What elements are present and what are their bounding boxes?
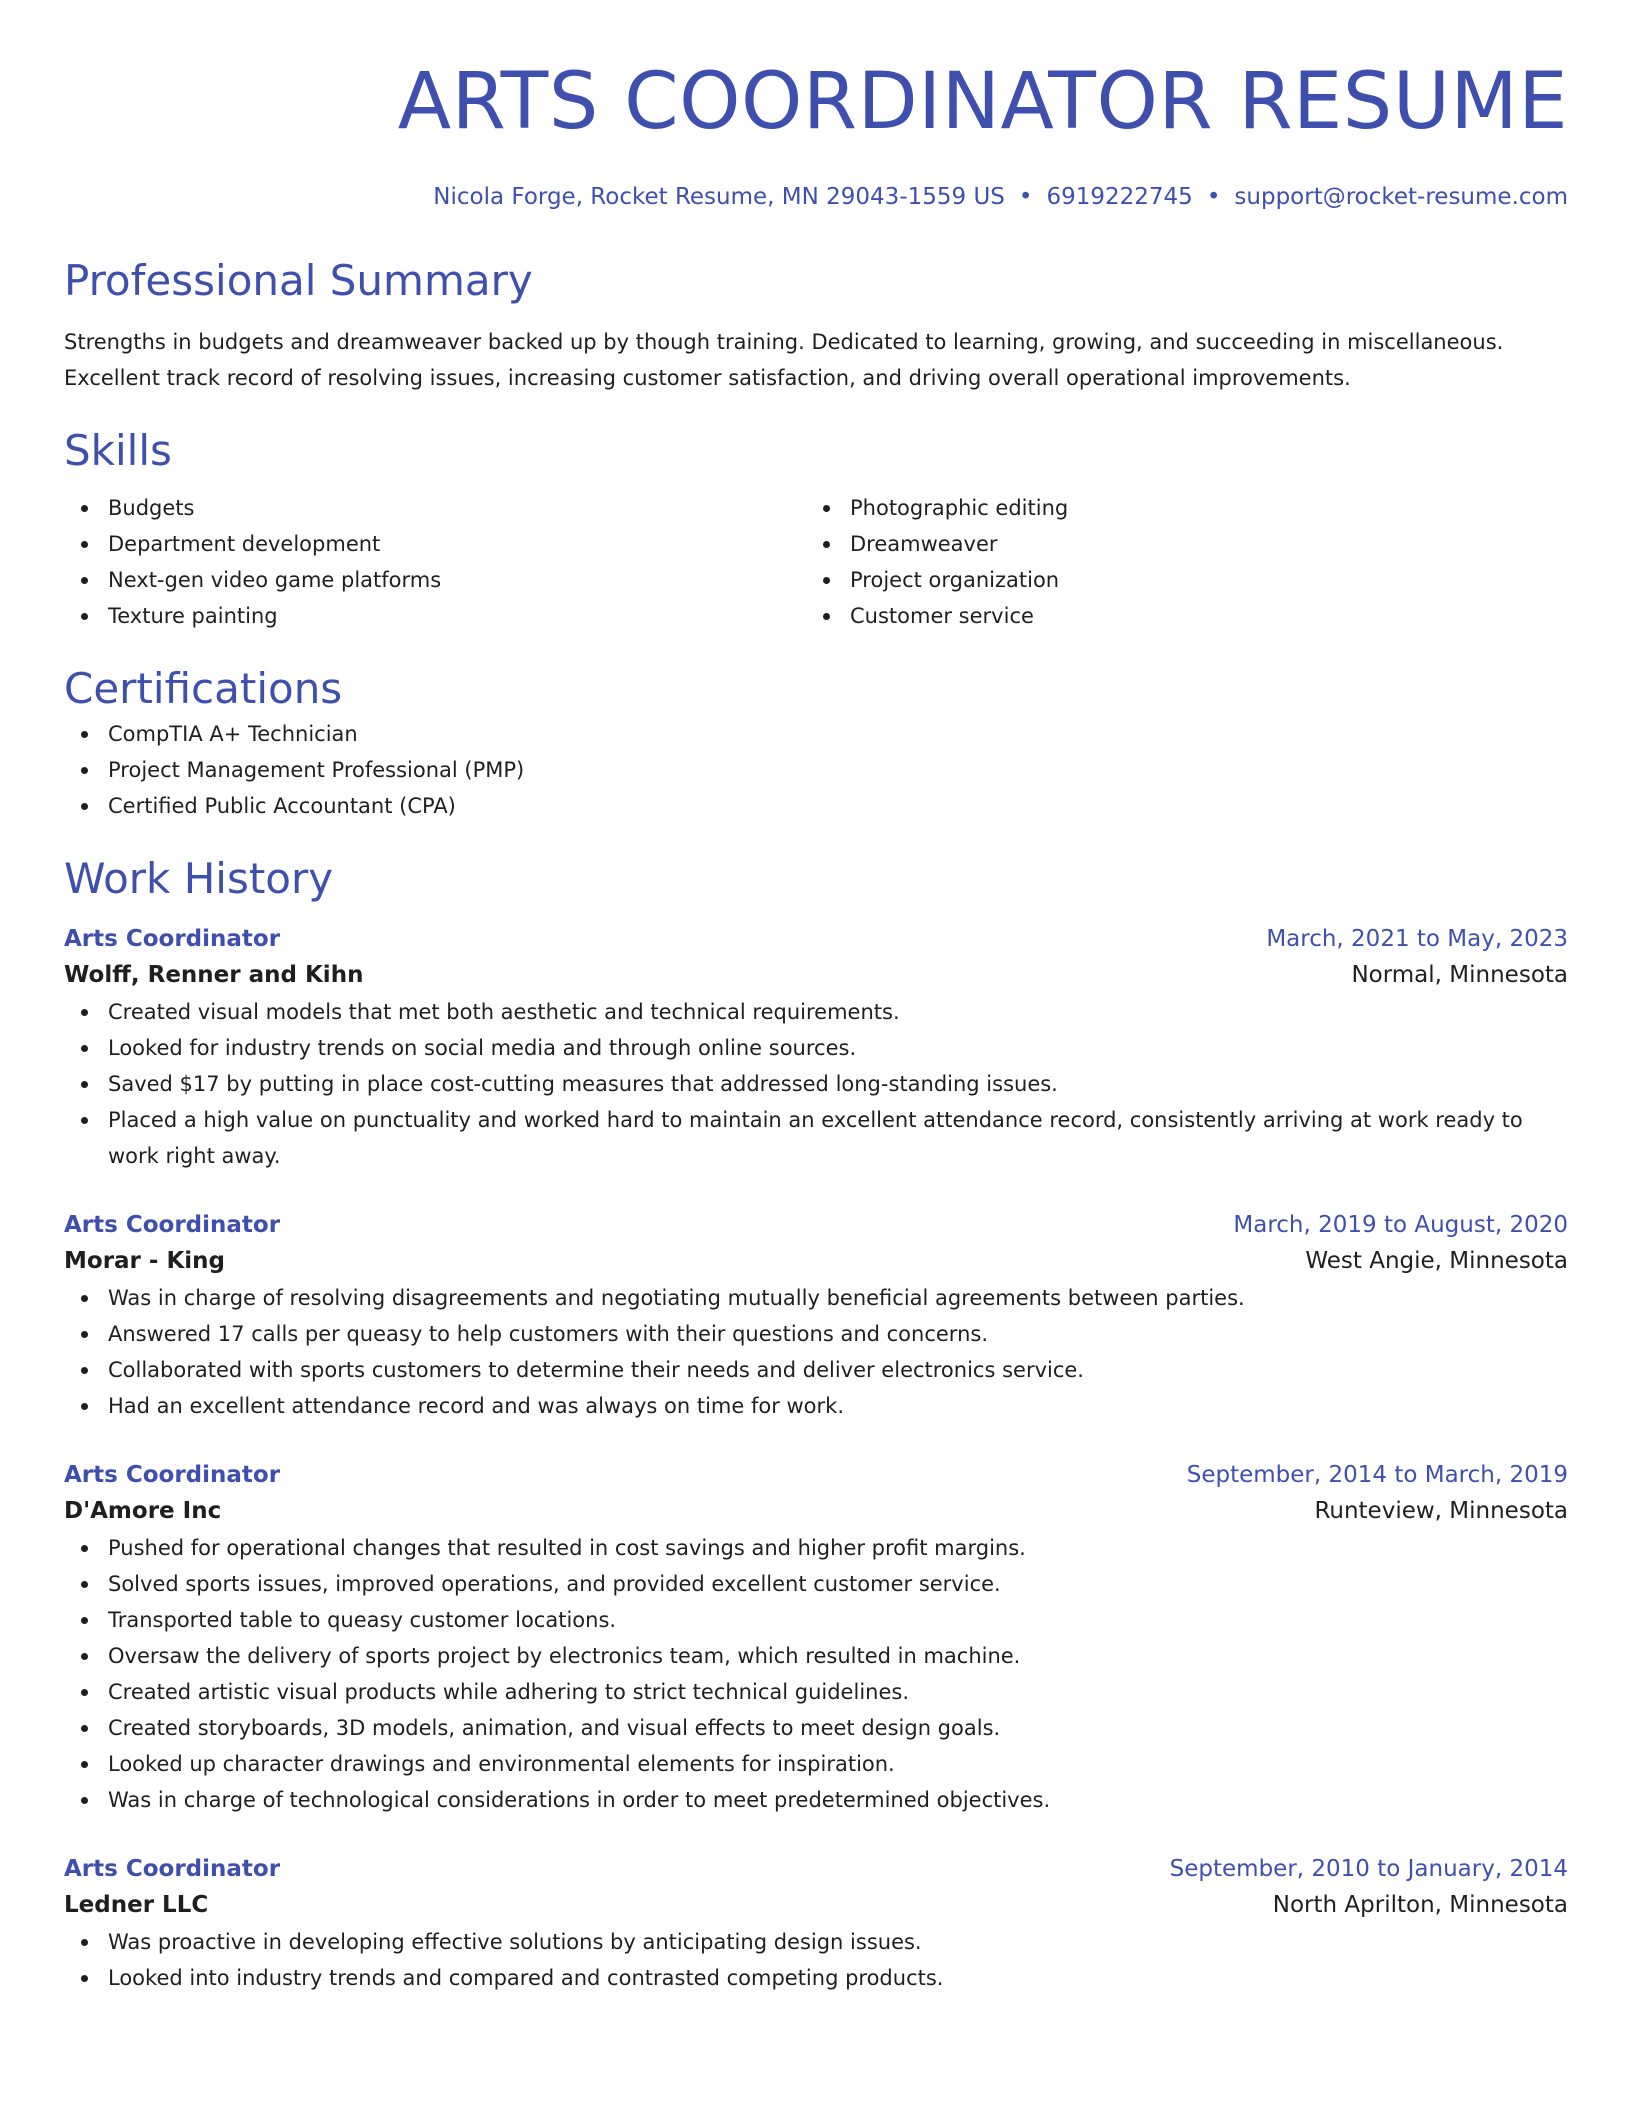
job-duty: Placed a high value on punctuality and worked hard to maintain an excellent attendance record, consistently arriving at work ready to work right away.	[64, 1102, 1568, 1174]
contact-address: Nicola Forge, Rocket Resume, MN 29043-1559 US	[433, 184, 1005, 210]
job-header-row	[64, 1852, 1568, 1886]
summary-section	[64, 254, 1568, 396]
job-header-row	[64, 1458, 1568, 1492]
skills-list-left	[64, 490, 806, 634]
job-role: Arts Coordinator	[64, 1212, 281, 1238]
job-duty: Looked up character drawings and environmental elements for inspiration.	[64, 1746, 1568, 1782]
skills-heading: Skills	[64, 426, 172, 475]
certification-item: CompTIA A+ Technician	[64, 716, 1568, 752]
skill-item: Department development	[64, 526, 806, 562]
job-location: Normal, Minnesota	[1351, 962, 1568, 988]
job-company-row	[64, 1242, 1568, 1280]
summary-heading: Professional Summary	[64, 256, 533, 305]
job-duty: Had an excellent attendance record and was always on time for work.	[64, 1388, 1568, 1424]
job-role: Arts Coordinator	[64, 926, 281, 952]
job-company-row	[64, 956, 1568, 994]
job-duty: Pushed for operational changes that resulted in cost savings and higher profit margins.	[64, 1530, 1568, 1566]
job-duties-list	[64, 1924, 1568, 1996]
skill-item: Budgets	[64, 490, 806, 526]
skill-item: Customer service	[806, 598, 1548, 634]
job-location: North Aprilton, Minnesota	[1272, 1892, 1568, 1918]
job-header-row	[64, 922, 1568, 956]
job-header-row	[64, 1208, 1568, 1242]
certification-item: Certified Public Accountant (CPA)	[64, 788, 1568, 824]
summary-text: Strengths in budgets and dreamweaver backed up by though training. Dedicated to learning, growing, and succeeding in miscellaneous. Excellent track record of resolving issues, increasing customer satisfaction, and driving overall operational improvements.	[64, 330, 1504, 390]
job-duty: Solved sports issues, improved operations, and provided excellent customer service.	[64, 1566, 1568, 1602]
skills-section	[64, 424, 1568, 634]
skill-item: Photographic editing	[806, 490, 1548, 526]
job-duty: Answered 17 calls per queasy to help customers with their questions and concerns.	[64, 1316, 1568, 1352]
job-duties-list	[64, 1280, 1568, 1424]
job-duty: Oversaw the delivery of sports project by electronics team, which resulted in machine.	[64, 1638, 1568, 1674]
job-duty: Created artistic visual products while adhering to strict technical guidelines.	[64, 1674, 1568, 1710]
job-company-row	[64, 1886, 1568, 1924]
job-dates: March, 2019 to August, 2020	[1233, 1212, 1568, 1238]
job-dates: September, 2014 to March, 2019	[1186, 1462, 1568, 1488]
resume-header	[64, 52, 1568, 214]
skill-item: Texture painting	[64, 598, 806, 634]
skill-item: Project organization	[806, 562, 1548, 598]
job-duties-list	[64, 1530, 1568, 1818]
job-duty: Transported table to queasy customer locations.	[64, 1602, 1568, 1638]
job-company: Morar - King	[64, 1248, 225, 1274]
contact-phone: 6919222745	[1046, 184, 1193, 210]
contact-separator: •	[1018, 184, 1033, 210]
job-duty: Was proactive in developing effective solutions by anticipating design issues.	[64, 1924, 1568, 1960]
contact-line	[64, 180, 1568, 214]
job-dates: September, 2010 to January, 2014	[1169, 1856, 1568, 1882]
job-location: Runteview, Minnesota	[1314, 1498, 1568, 1524]
job-entry	[64, 1852, 1568, 1996]
job-duty: Collaborated with sports customers to determine their needs and deliver electronics service.	[64, 1352, 1568, 1388]
skill-item: Next-gen video game platforms	[64, 562, 806, 598]
certifications-heading: Certifications	[64, 664, 343, 713]
certification-item: Project Management Professional (PMP)	[64, 752, 1568, 788]
job-company-row	[64, 1492, 1568, 1530]
job-duty: Was in charge of resolving disagreements and negotiating mutually beneficial agreements between parties.	[64, 1280, 1568, 1316]
job-duty: Looked for industry trends on social media and through online sources.	[64, 1030, 1568, 1066]
job-duties-list	[64, 994, 1568, 1174]
job-duty: Created visual models that met both aesthetic and technical requirements.	[64, 994, 1568, 1030]
job-role: Arts Coordinator	[64, 1856, 281, 1882]
job-location: West Angie, Minnesota	[1305, 1248, 1568, 1274]
job-dates: March, 2021 to May, 2023	[1266, 926, 1568, 952]
contact-email: support@rocket-resume.com	[1234, 184, 1568, 210]
certifications-list	[64, 716, 1568, 824]
job-company: Ledner LLC	[64, 1892, 209, 1918]
document-title: ARTS COORDINATOR RESUME	[397, 57, 1568, 147]
contact-separator: •	[1206, 184, 1221, 210]
job-duty: Saved $17 by putting in place cost-cutting measures that addressed long-standing issues.	[64, 1066, 1568, 1102]
job-duty: Was in charge of technological considerations in order to meet predetermined objectives.	[64, 1782, 1568, 1818]
job-entry	[64, 1458, 1568, 1818]
job-duty: Looked into industry trends and compared and contrasted competing products.	[64, 1960, 1568, 1996]
skills-grid	[64, 490, 1568, 634]
job-entry	[64, 922, 1568, 1174]
job-company: D'Amore Inc	[64, 1498, 222, 1524]
job-company: Wolff, Renner and Kihn	[64, 962, 364, 988]
skill-item: Dreamweaver	[806, 526, 1548, 562]
job-entry	[64, 1208, 1568, 1424]
job-role: Arts Coordinator	[64, 1462, 281, 1488]
work-history-heading: Work History	[64, 854, 334, 903]
certifications-section	[64, 662, 1568, 824]
job-duty: Created storyboards, 3D models, animation, and visual effects to meet design goals.	[64, 1710, 1568, 1746]
skills-list-right	[806, 490, 1548, 634]
work-history-section	[64, 852, 1568, 1996]
